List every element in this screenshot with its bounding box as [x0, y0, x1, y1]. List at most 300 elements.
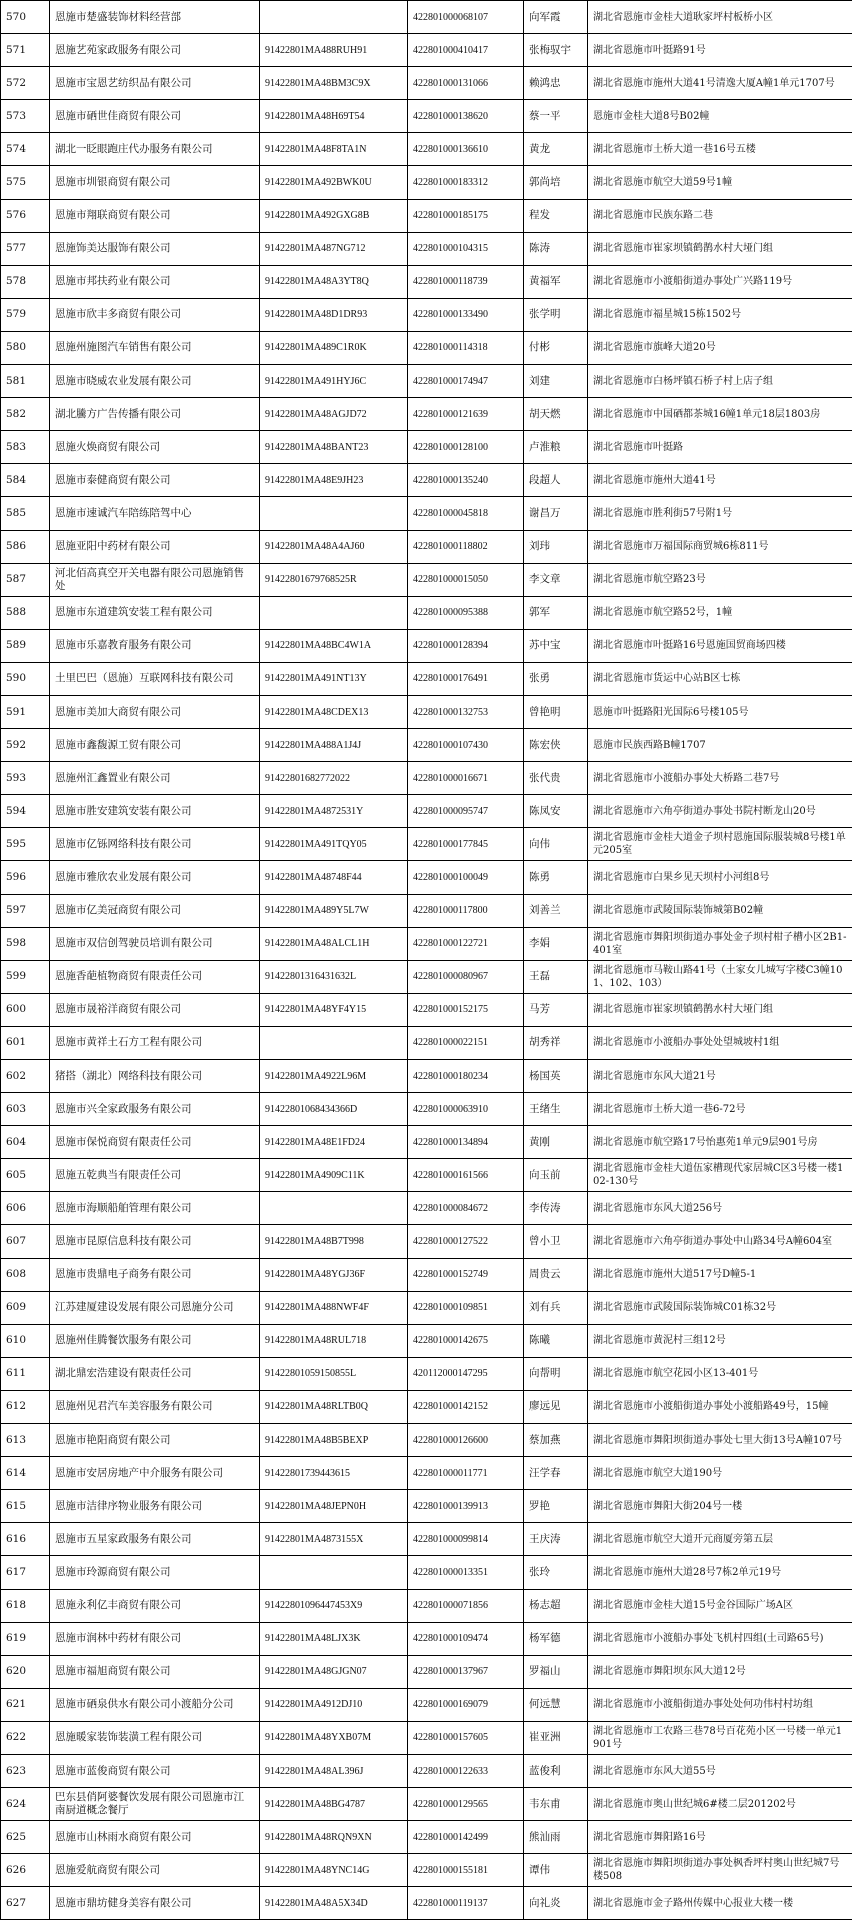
credit-code: 91422801MA4872531Y — [260, 795, 408, 828]
table-row — [1, 464, 852, 497]
address: 湖北省恩施市航空路52号，1幢 — [588, 596, 852, 629]
company-name: 恩施市鼎坊健身美容有限公司 — [50, 1887, 260, 1920]
legal-representative: 刘有兵 — [524, 1291, 588, 1324]
credit-code: 91422801MA48E9JH23 — [260, 464, 408, 497]
table-row — [1, 1523, 852, 1556]
legal-representative: 王磊 — [524, 960, 588, 993]
table-row — [1, 1192, 852, 1225]
table-row — [1, 67, 852, 100]
company-name: 恩施火焕商贸有限公司 — [50, 431, 260, 464]
registration-number: 422801000121639 — [408, 398, 524, 431]
legal-representative: 陈勇 — [524, 861, 588, 894]
company-name: 恩施市五星家政服务有限公司 — [50, 1523, 260, 1556]
registration-number: 422801000138620 — [408, 100, 524, 133]
company-name: 恩施市兴全家政服务有限公司 — [50, 1093, 260, 1126]
registration-number: 422801000099814 — [408, 1523, 524, 1556]
company-name: 恩施市速诚汽车陪练陪驾中心 — [50, 497, 260, 530]
row-number: 588 — [1, 596, 50, 629]
registration-number: 422801000142499 — [408, 1821, 524, 1854]
row-number: 609 — [1, 1291, 50, 1324]
registration-number: 422801000071856 — [408, 1589, 524, 1622]
address: 湖北省恩施市舞阳大街204号一楼 — [588, 1490, 852, 1523]
registration-number: 422801000139913 — [408, 1490, 524, 1523]
credit-code: 91422801MA491HYJ6C — [260, 365, 408, 398]
row-number: 616 — [1, 1523, 50, 1556]
legal-representative: 陈涛 — [524, 232, 588, 265]
company-name: 恩施市福旭商贸有限公司 — [50, 1655, 260, 1688]
legal-representative: 张玲 — [524, 1556, 588, 1589]
credit-code: 91422801316431632L — [260, 960, 408, 993]
row-number: 598 — [1, 927, 50, 960]
row-number: 593 — [1, 762, 50, 795]
table-row — [1, 199, 852, 232]
row-number: 608 — [1, 1258, 50, 1291]
legal-representative: 郭军 — [524, 596, 588, 629]
legal-representative: 汪学春 — [524, 1457, 588, 1490]
row-number: 580 — [1, 331, 50, 364]
table-row — [1, 960, 852, 993]
table-row — [1, 265, 852, 298]
row-number: 617 — [1, 1556, 50, 1589]
company-name: 土里巴巴（恩施）互联网科技有限公司 — [50, 662, 260, 695]
address: 湖北省恩施市福星城15栋1502号 — [588, 298, 852, 331]
legal-representative: 胡秀祥 — [524, 1026, 588, 1059]
credit-code: 91422801MA48AL396J — [260, 1754, 408, 1787]
company-name: 恩施市楚盛装饰材料经营部 — [50, 1, 260, 34]
credit-code: 91422801679768525R — [260, 563, 408, 596]
row-number: 578 — [1, 265, 50, 298]
address: 湖北省恩施市小渡船街道办事处广兴路119号 — [588, 265, 852, 298]
credit-code: 91422801MA488A1J4J — [260, 729, 408, 762]
row-number: 595 — [1, 828, 50, 861]
registration-number: 422801000095388 — [408, 596, 524, 629]
company-name: 恩施香葩植物商贸有限责任公司 — [50, 960, 260, 993]
address: 湖北省恩施市东风大道256号 — [588, 1192, 852, 1225]
registration-number: 422801000127522 — [408, 1225, 524, 1258]
address: 湖北省恩施市黄泥村三组12号 — [588, 1324, 852, 1357]
credit-code: 91422801MA488NWF4F — [260, 1291, 408, 1324]
table-row — [1, 1457, 852, 1490]
registration-number: 422801000133490 — [408, 298, 524, 331]
credit-code: 91422801MA48A5X34D — [260, 1887, 408, 1920]
table-row — [1, 894, 852, 927]
company-name: 恩施市贵鼎电子商务有限公司 — [50, 1258, 260, 1291]
address: 湖北省恩施市小渡船办事处处望城坡村1组 — [588, 1026, 852, 1059]
registration-number: 422801000169079 — [408, 1688, 524, 1721]
legal-representative: 杨军德 — [524, 1622, 588, 1655]
table-row — [1, 762, 852, 795]
address: 湖北省恩施市小渡船办事处大桥路二巷7号 — [588, 762, 852, 795]
credit-code: 91422801MA489Y5L7W — [260, 894, 408, 927]
company-name: 恩施市双信创驾驶员培训有限公司 — [50, 927, 260, 960]
company-name: 恩施市晟裕洋商贸有限公司 — [50, 993, 260, 1026]
company-name: 湖北騰方广告传播有限公司 — [50, 398, 260, 431]
legal-representative: 周贵云 — [524, 1258, 588, 1291]
credit-code — [260, 1192, 408, 1225]
company-name: 恩施市翔联商贸有限公司 — [50, 199, 260, 232]
legal-representative: 陈凤安 — [524, 795, 588, 828]
row-number: 592 — [1, 729, 50, 762]
credit-code: 91422801MA48D1DR93 — [260, 298, 408, 331]
company-name: 恩施市亿铄网络科技有限公司 — [50, 828, 260, 861]
registration-number: 422801000157605 — [408, 1721, 524, 1754]
credit-code: 91422801MA4909C11K — [260, 1159, 408, 1192]
credit-code: 91422801MA48RUL718 — [260, 1324, 408, 1357]
legal-representative: 熊汕雨 — [524, 1821, 588, 1854]
address: 湖北省恩施市金子路州传媒中心报业大楼一楼 — [588, 1887, 852, 1920]
address: 湖北省恩施市航空花园小区13-401号 — [588, 1357, 852, 1390]
legal-representative: 谢昌万 — [524, 497, 588, 530]
address: 湖北省恩施市白果乡见天坝村小河组8号 — [588, 861, 852, 894]
registration-number: 422801000410417 — [408, 34, 524, 67]
registration-number: 422801000152175 — [408, 993, 524, 1026]
row-number: 621 — [1, 1688, 50, 1721]
row-number: 622 — [1, 1721, 50, 1754]
legal-representative: 胡天燃 — [524, 398, 588, 431]
company-name: 恩施市邦扶药业有限公司 — [50, 265, 260, 298]
credit-code: 91422801MA48GJGN07 — [260, 1655, 408, 1688]
address: 湖北省恩施市土桥大道一巷16号五楼 — [588, 133, 852, 166]
registration-number: 422801000013351 — [408, 1556, 524, 1589]
legal-representative: 刘善兰 — [524, 894, 588, 927]
address: 湖北省恩施市航空大道190号 — [588, 1457, 852, 1490]
address: 湖北省恩施市民族东路二巷 — [588, 199, 852, 232]
row-number: 587 — [1, 563, 50, 596]
row-number: 619 — [1, 1622, 50, 1655]
address: 湖北省恩施市胜利街57号附1号 — [588, 497, 852, 530]
registration-number: 422801000155181 — [408, 1854, 524, 1887]
legal-representative: 张梅驭宇 — [524, 34, 588, 67]
table-row — [1, 1788, 852, 1821]
company-name: 恩施暖家装饰装潢工程有限公司 — [50, 1721, 260, 1754]
credit-code: 91422801MA48YF4Y15 — [260, 993, 408, 1026]
registration-number: 422801000134894 — [408, 1126, 524, 1159]
company-name: 恩施市安居房地产中介服务有限公司 — [50, 1457, 260, 1490]
registration-number: 422801000015050 — [408, 563, 524, 596]
company-name: 恩施市蓝俊商贸有限公司 — [50, 1754, 260, 1787]
credit-code: 91422801MA48JEPN0H — [260, 1490, 408, 1523]
legal-representative: 段超人 — [524, 464, 588, 497]
registration-number: 422801000128100 — [408, 431, 524, 464]
legal-representative: 黄福军 — [524, 265, 588, 298]
company-name: 恩施市欣丰多商贸有限公司 — [50, 298, 260, 331]
address: 湖北省恩施市叶挺路 — [588, 431, 852, 464]
legal-representative: 谭伟 — [524, 1854, 588, 1887]
address: 湖北省恩施市金桂大道伍家槽现代家居城C区3号楼一楼102-130号 — [588, 1159, 852, 1192]
table-row — [1, 1390, 852, 1423]
credit-code: 91422801739443615 — [260, 1457, 408, 1490]
address: 湖北省恩施市小渡船街道办事处小渡船路49号，15幢 — [588, 1390, 852, 1423]
credit-code: 91422801MA48ALCL1H — [260, 927, 408, 960]
company-name: 恩施市美加大商贸有限公司 — [50, 695, 260, 728]
row-number: 596 — [1, 861, 50, 894]
row-number: 604 — [1, 1126, 50, 1159]
registration-number: 422801000132753 — [408, 695, 524, 728]
row-number: 618 — [1, 1589, 50, 1622]
table-row — [1, 166, 852, 199]
legal-representative: 向礼炎 — [524, 1887, 588, 1920]
company-name: 恩施州见君汽车美容服务有限公司 — [50, 1390, 260, 1423]
table-row — [1, 927, 852, 960]
legal-representative: 向伟 — [524, 828, 588, 861]
registration-number: 422801000022151 — [408, 1026, 524, 1059]
credit-code: 91422801068434366D — [260, 1093, 408, 1126]
credit-code: 91422801MA48YXB07M — [260, 1721, 408, 1754]
company-name: 恩施亚阳中药材有限公司 — [50, 530, 260, 563]
legal-representative: 向军霞 — [524, 1, 588, 34]
credit-code: 91422801MA48BG4787 — [260, 1788, 408, 1821]
company-name: 恩施饰美达服饰有限公司 — [50, 232, 260, 265]
company-name: 河北佰高真空开关电器有限公司恩施销售处 — [50, 563, 260, 596]
address: 湖北省恩施市武陵国际装饰城C01栋32号 — [588, 1291, 852, 1324]
legal-representative: 苏中宝 — [524, 629, 588, 662]
table-row — [1, 1324, 852, 1357]
credit-code — [260, 596, 408, 629]
table-row — [1, 795, 852, 828]
company-name: 恩施市海顺船舶管理有限公司 — [50, 1192, 260, 1225]
table-row — [1, 497, 852, 530]
table-row — [1, 1556, 852, 1589]
credit-code: 91422801MA491TQY05 — [260, 828, 408, 861]
legal-representative: 罗艳 — [524, 1490, 588, 1523]
table-row — [1, 1688, 852, 1721]
legal-representative: 杨国英 — [524, 1060, 588, 1093]
credit-code: 91422801059150855L — [260, 1357, 408, 1390]
registration-number: 422801000118739 — [408, 265, 524, 298]
legal-representative: 刘建 — [524, 365, 588, 398]
registration-number: 422801000063910 — [408, 1093, 524, 1126]
company-name: 恩施市硒世佳商贸有限公司 — [50, 100, 260, 133]
table-row — [1, 861, 852, 894]
address: 湖北省恩施市奥山世纪城6#楼二层201202号 — [588, 1788, 852, 1821]
legal-representative: 张学明 — [524, 298, 588, 331]
row-number: 582 — [1, 398, 50, 431]
legal-representative: 崔亚洲 — [524, 1721, 588, 1754]
table-row — [1, 232, 852, 265]
company-name: 恩施市乐嘉教育服务有限公司 — [50, 629, 260, 662]
legal-representative: 何远慧 — [524, 1688, 588, 1721]
row-number: 625 — [1, 1821, 50, 1854]
registration-number: 422801000045818 — [408, 497, 524, 530]
credit-code: 91422801MA48A4AJ60 — [260, 530, 408, 563]
table-row — [1, 1887, 852, 1920]
table-row — [1, 1258, 852, 1291]
address: 湖北省恩施市万福国际商贸城6栋811号 — [588, 530, 852, 563]
registration-number: 422801000137967 — [408, 1655, 524, 1688]
credit-code: 91422801MA48BM3C9X — [260, 67, 408, 100]
address: 湖北省恩施市货运中心站B区七栋 — [588, 662, 852, 695]
table-row — [1, 133, 852, 166]
registration-number: 422801000185175 — [408, 199, 524, 232]
registration-number: 422801000109474 — [408, 1622, 524, 1655]
table-row — [1, 1821, 852, 1854]
legal-representative: 李娟 — [524, 927, 588, 960]
credit-code: 91422801MA487NG712 — [260, 232, 408, 265]
address: 湖北省恩施市航空路23号 — [588, 563, 852, 596]
legal-representative: 张代贵 — [524, 762, 588, 795]
table-row — [1, 1589, 852, 1622]
company-name: 恩施市胜安建筑安装有限公司 — [50, 795, 260, 828]
address: 湖北省恩施市施州大道41号清逸大厦A幢1单元1707号 — [588, 67, 852, 100]
table-row — [1, 530, 852, 563]
row-number: 591 — [1, 695, 50, 728]
row-number: 607 — [1, 1225, 50, 1258]
credit-code: 91422801MA48LJX3K — [260, 1622, 408, 1655]
table-row — [1, 1490, 852, 1523]
credit-code: 91422801MA48YNC14G — [260, 1854, 408, 1887]
address: 湖北省恩施市航空大道开元商厦旁第五层 — [588, 1523, 852, 1556]
credit-code: 91422801MA48BC4W1A — [260, 629, 408, 662]
legal-representative: 刘玮 — [524, 530, 588, 563]
address: 恩施市叶挺路阳光国际6号楼105号 — [588, 695, 852, 728]
table-body — [1, 1, 852, 1920]
credit-code — [260, 1026, 408, 1059]
registration-number: 422801000104315 — [408, 232, 524, 265]
row-number: 605 — [1, 1159, 50, 1192]
company-name: 恩施市保悦商贸有限责任公司 — [50, 1126, 260, 1159]
address: 湖北省恩施市六角亭街道办事处书院村断龙山20号 — [588, 795, 852, 828]
registration-number: 422801000128394 — [408, 629, 524, 662]
registration-number: 422801000100049 — [408, 861, 524, 894]
address: 湖北省恩施市舞阳坝街道办事处枫香坪村奥山世纪城7号楼508 — [588, 1854, 852, 1887]
table-row — [1, 1754, 852, 1787]
company-name: 恩施市山林雨水商贸有限公司 — [50, 1821, 260, 1854]
legal-representative: 罗福山 — [524, 1655, 588, 1688]
address: 湖北省恩施市舞阳路16号 — [588, 1821, 852, 1854]
credit-code: 91422801MA48A3YT8Q — [260, 265, 408, 298]
table-row — [1, 1159, 852, 1192]
legal-representative: 陈宏侠 — [524, 729, 588, 762]
table-row — [1, 431, 852, 464]
credit-code: 91422801096447453X9 — [260, 1589, 408, 1622]
legal-representative: 王绪生 — [524, 1093, 588, 1126]
table-row — [1, 993, 852, 1026]
legal-representative: 马芳 — [524, 993, 588, 1026]
row-number: 602 — [1, 1060, 50, 1093]
row-number: 573 — [1, 100, 50, 133]
legal-representative: 廖远见 — [524, 1390, 588, 1423]
credit-code: 91422801MA492GXG8B — [260, 199, 408, 232]
company-name: 江苏建厦建设发展有限公司恩施分公司 — [50, 1291, 260, 1324]
legal-representative: 程发 — [524, 199, 588, 232]
registration-number: 422801000114318 — [408, 331, 524, 364]
registration-number: 422801000152749 — [408, 1258, 524, 1291]
table-row — [1, 1721, 852, 1754]
registration-number: 422801000180234 — [408, 1060, 524, 1093]
credit-code — [260, 1556, 408, 1589]
address: 湖北省恩施市工农路三巷78号百花苑小区一号楼一单元1901号 — [588, 1721, 852, 1754]
credit-code: 91422801MA48RQN9XN — [260, 1821, 408, 1854]
registration-number: 422801000109851 — [408, 1291, 524, 1324]
row-number: 610 — [1, 1324, 50, 1357]
registration-number: 422801000136610 — [408, 133, 524, 166]
address: 湖北省恩施市航空大道59号1幢 — [588, 166, 852, 199]
table-row — [1, 34, 852, 67]
company-name: 恩施艺苑家政服务有限公司 — [50, 34, 260, 67]
row-number: 601 — [1, 1026, 50, 1059]
row-number: 627 — [1, 1887, 50, 1920]
company-name: 湖北鼎宏浩建设有限责任公司 — [50, 1357, 260, 1390]
row-number: 577 — [1, 232, 50, 265]
company-name: 恩施市宝恩艺纺织品有限公司 — [50, 67, 260, 100]
credit-code: 91422801MA48RLTB0Q — [260, 1390, 408, 1423]
registration-number: 422801000161566 — [408, 1159, 524, 1192]
legal-representative: 付彬 — [524, 331, 588, 364]
table-row — [1, 1060, 852, 1093]
credit-code: 91422801MA48E1FD24 — [260, 1126, 408, 1159]
table-row — [1, 1854, 852, 1887]
company-name: 恩施市泰健商贸有限公司 — [50, 464, 260, 497]
address: 湖北省恩施市中国硒都茶城16幢1单元18层1803房 — [588, 398, 852, 431]
row-number: 597 — [1, 894, 50, 927]
legal-representative: 蓝俊利 — [524, 1754, 588, 1787]
row-number: 579 — [1, 298, 50, 331]
registration-number: 422801000142675 — [408, 1324, 524, 1357]
legal-representative: 蔡加燕 — [524, 1424, 588, 1457]
address: 湖北省恩施市东风大道55号 — [588, 1754, 852, 1787]
registration-number: 422801000118802 — [408, 530, 524, 563]
legal-representative: 黄刚 — [524, 1126, 588, 1159]
company-name: 恩施市艳阳商贸有限公司 — [50, 1424, 260, 1457]
legal-representative: 向玉前 — [524, 1159, 588, 1192]
registration-number: 422801000131066 — [408, 67, 524, 100]
row-number: 603 — [1, 1093, 50, 1126]
table-row — [1, 1126, 852, 1159]
address: 湖北省恩施市白杨坪镇石桥子村上店子组 — [588, 365, 852, 398]
credit-code: 91422801MA48F8TA1N — [260, 133, 408, 166]
legal-representative: 李传涛 — [524, 1192, 588, 1225]
registration-number: 422801000174947 — [408, 365, 524, 398]
legal-representative: 李文章 — [524, 563, 588, 596]
credit-code: 91422801MA4912DJ10 — [260, 1688, 408, 1721]
registration-number: 422801000135240 — [408, 464, 524, 497]
row-number: 612 — [1, 1390, 50, 1423]
address: 湖北省恩施市施州大道41号 — [588, 464, 852, 497]
row-number: 572 — [1, 67, 50, 100]
registration-number: 422801000176491 — [408, 662, 524, 695]
row-number: 583 — [1, 431, 50, 464]
registration-number: 422801000084672 — [408, 1192, 524, 1225]
credit-code: 91422801MA4873155X — [260, 1523, 408, 1556]
credit-code: 91422801MA48AGJD72 — [260, 398, 408, 431]
company-name: 恩施市昆原信息科技有限公司 — [50, 1225, 260, 1258]
credit-code — [260, 1, 408, 34]
legal-representative: 韦东甫 — [524, 1788, 588, 1821]
table-row — [1, 100, 852, 133]
registration-number: 422801000177845 — [408, 828, 524, 861]
registration-number: 422801000011771 — [408, 1457, 524, 1490]
row-number: 624 — [1, 1788, 50, 1821]
table-row — [1, 1, 852, 34]
address: 湖北省恩施市金桂大道15号金谷国际广场A区 — [588, 1589, 852, 1622]
address: 湖北省恩施市航空路17号怡惠苑1单元9层901号房 — [588, 1126, 852, 1159]
address: 恩施市金桂大道8号B02幢 — [588, 100, 852, 133]
address: 湖北省恩施市旗峰大道20号 — [588, 331, 852, 364]
address: 湖北省恩施市土桥大道一巷6-72号 — [588, 1093, 852, 1126]
registration-number: 422801000119137 — [408, 1887, 524, 1920]
row-number: 585 — [1, 497, 50, 530]
table-row — [1, 828, 852, 861]
legal-representative: 向帮明 — [524, 1357, 588, 1390]
legal-representative: 卢淮粮 — [524, 431, 588, 464]
row-number: 590 — [1, 662, 50, 695]
legal-representative: 蔡一平 — [524, 100, 588, 133]
company-name: 恩施市圳银商贸有限公司 — [50, 166, 260, 199]
registration-number: 422801000142152 — [408, 1390, 524, 1423]
company-name: 恩施市晓威农业发展有限公司 — [50, 365, 260, 398]
legal-representative: 张勇 — [524, 662, 588, 695]
table-row — [1, 1093, 852, 1126]
